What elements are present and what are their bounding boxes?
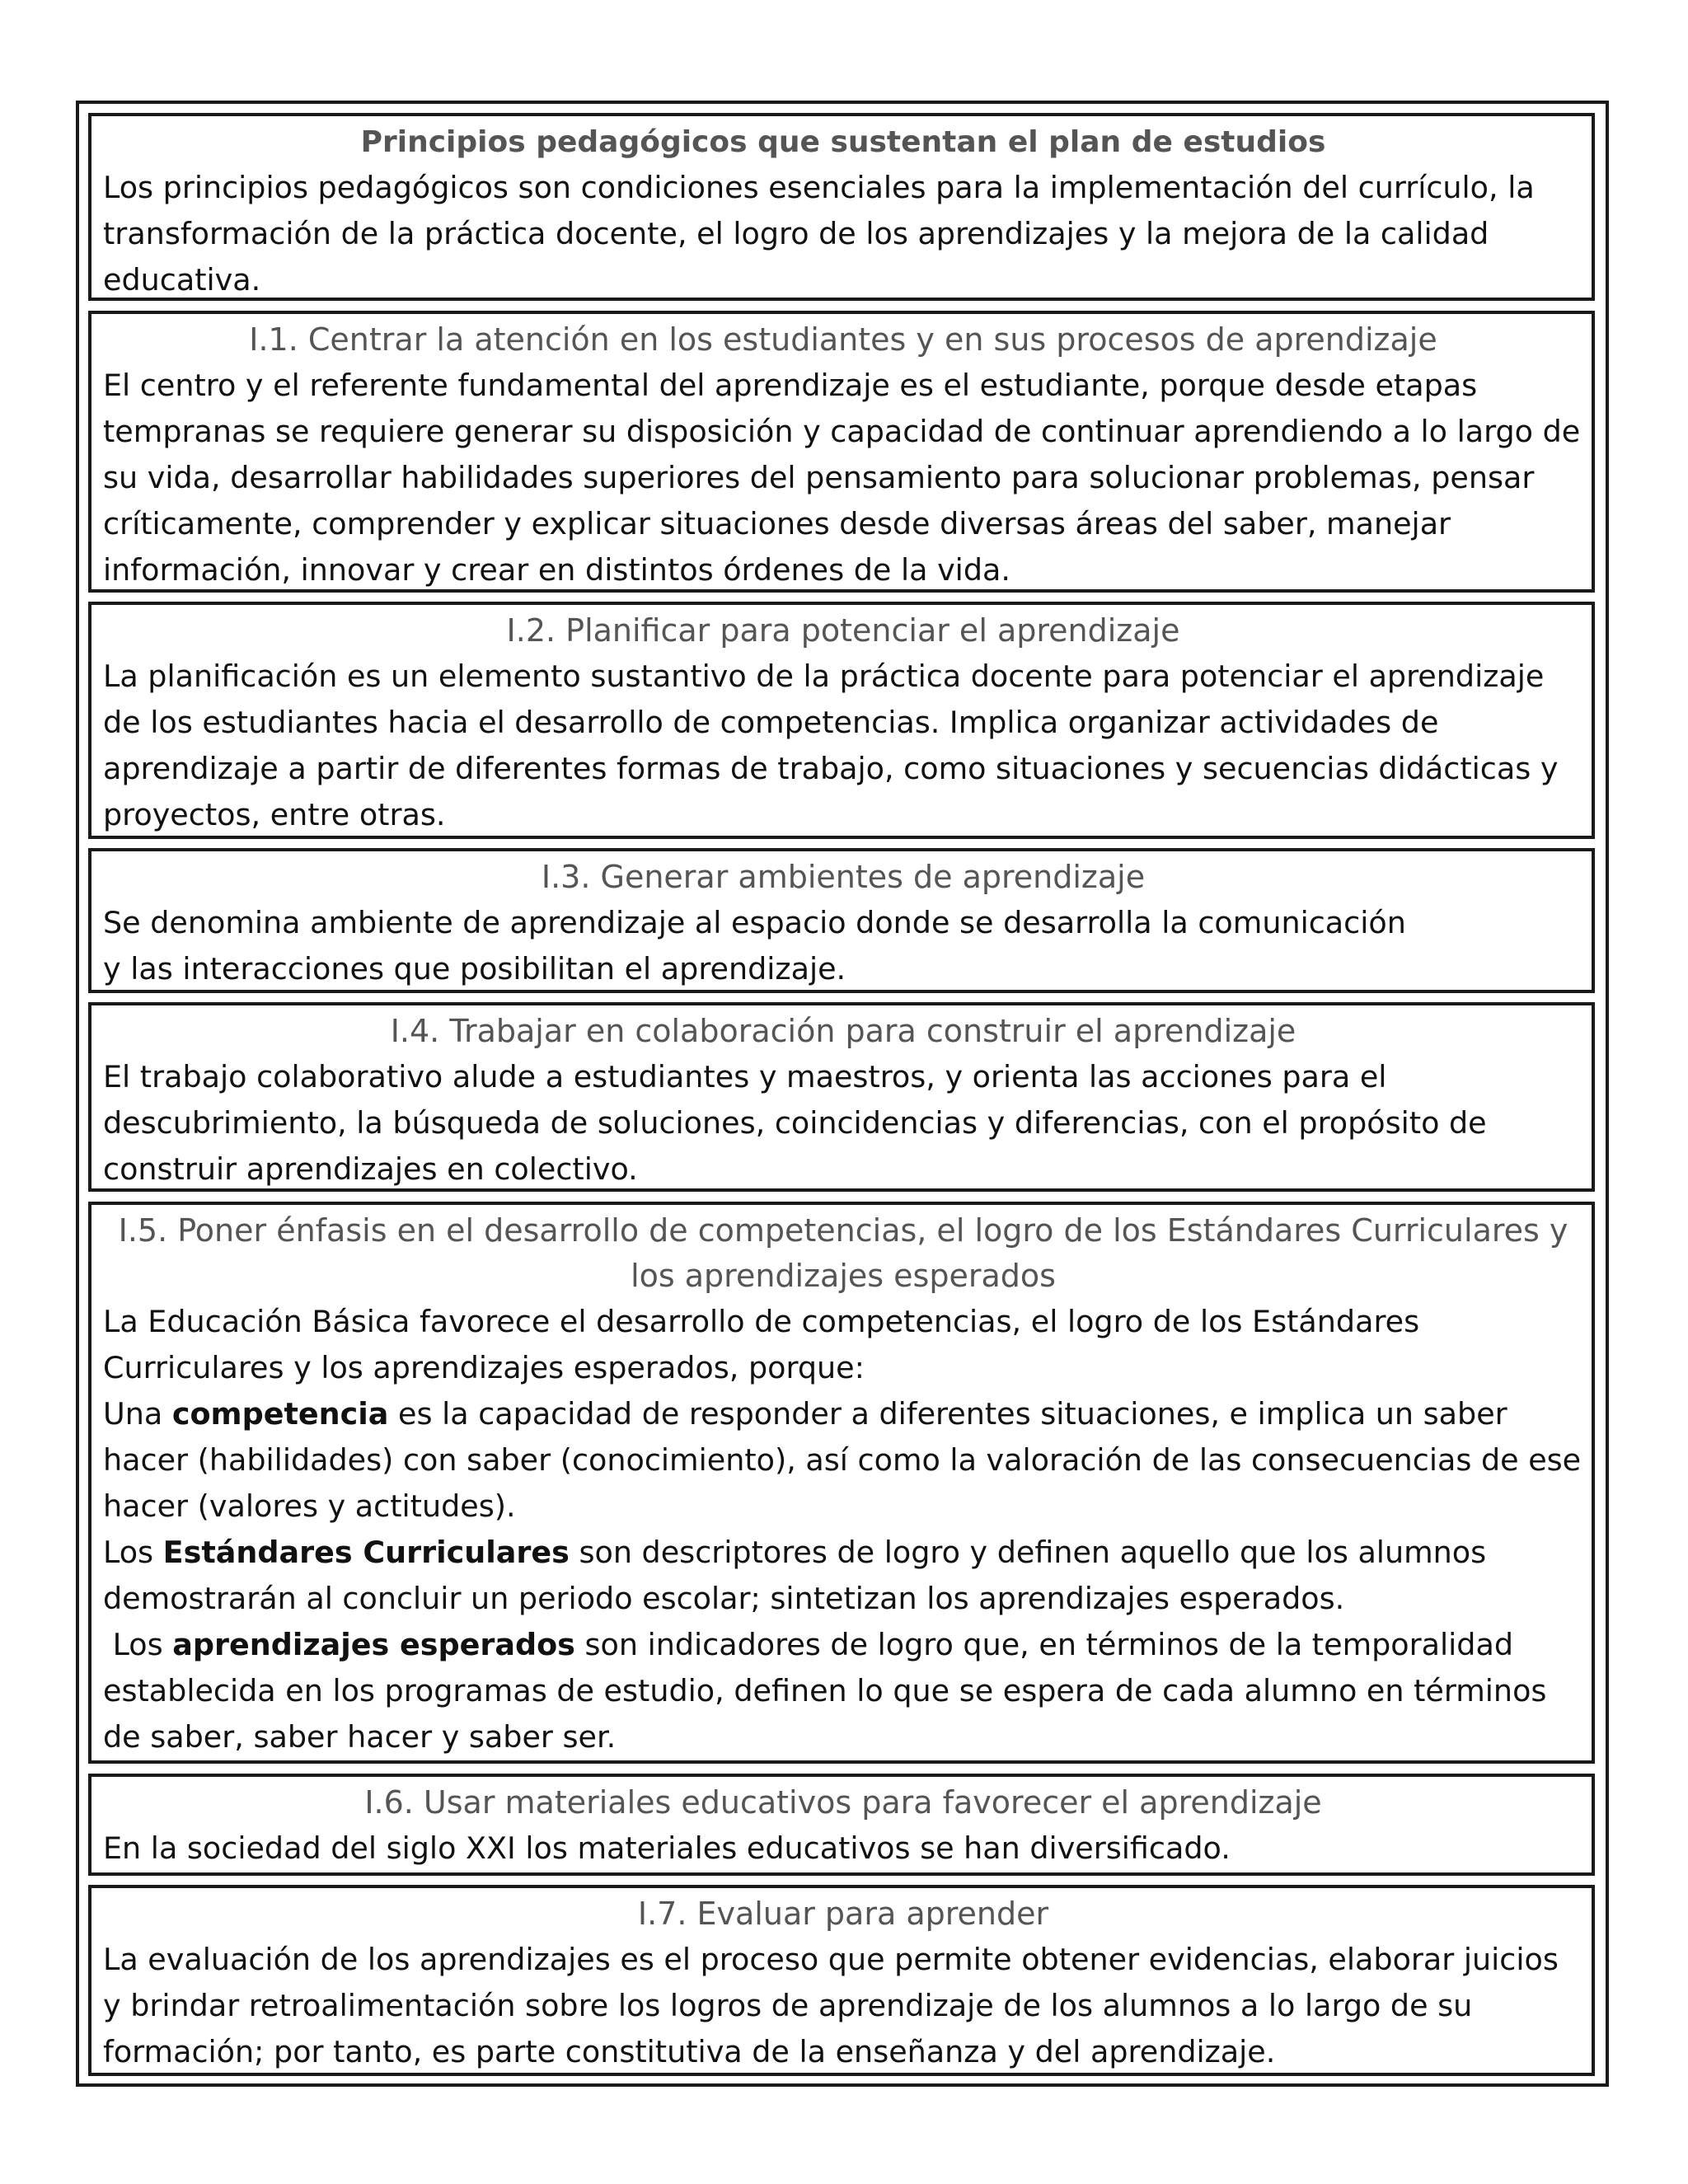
aprendizajes-term: aprendizajes esperados (172, 1627, 575, 1662)
intro-text: Los principios pedagógicos son condiciones esenciales para la implementación del currículo, la transformación de la práctica docente, el logro de los aprendizajes y la mejora de la calidad educativa. (103, 170, 1535, 298)
aprendizajes-post: son indicadores de logro que, en términos de la temporalidad establecida en los programas de estudio, definen lo que se espera de cada alumno en términos de saber, saber hacer y saber ser. (103, 1627, 1547, 1755)
principle-3-section (88, 848, 1595, 993)
principle-1-text: El centro y el referente fundamental del aprendizaje es el estudiante, porque desde etapas tempranas se requiere generar su disposición y capacidad de continuar aprendiendo a lo largo de su vida, desarrollar habilidades superiores del pensamiento para solucionar problemas, pensar críticamente, comprender y explicar situaciones desde diversas áreas del saber, manejar información, innovar y crear en distintos órdenes de la vida. (103, 368, 1581, 588)
principle-7-text: La evaluación de los aprendizajes es el proceso que permite obtener evidencias, elaborar juicios y brindar retroalimentación sobre los logros de aprendizaje de los alumnos a lo largo de su formación; por tanto, es parte constitutiva de la enseñanza y del aprendizaje. (103, 1942, 1559, 2069)
aprendizajes-pre: Los (112, 1627, 163, 1662)
principle-5-section (88, 1202, 1595, 1764)
principle-2-section (88, 602, 1595, 839)
document-title: Principios pedagógicos que sustentan el plan de estudios (360, 125, 1326, 159)
principle-6-section (88, 1774, 1595, 1876)
intro-section (88, 113, 1595, 301)
competencia-pre: Una (103, 1396, 163, 1432)
estandares-definition (103, 1530, 1583, 1622)
principle-6-title: I.6. Usar materiales educativos para favorecer el aprendizaje (364, 1784, 1322, 1821)
principle-2-title: I.2. Planificar para potenciar el aprendizaje (506, 612, 1180, 649)
competencia-post: es la capacidad de responder a diferentes situaciones, e implica un saber hacer (habilidades) con saber (conocimiento), así como la valoración de las consecuencias de ese hacer (valores y actitudes). (103, 1396, 1582, 1524)
principle-3-text (103, 900, 1583, 992)
principle-1-section (88, 311, 1595, 593)
principle-5-title: I.5. Poner énfasis en el desarrollo de competencias, el logro de los Estándares Curriculares y los aprendizajes esperados (118, 1212, 1568, 1294)
principle-5-text: La Educación Básica favorece el desarrollo de competencias, el logro de los Estándares Curriculares y los aprendizajes esperados, porque: (103, 1304, 1420, 1385)
competencia-term: competencia (171, 1396, 389, 1432)
principle-4-title: I.4. Trabajar en colaboración para construir el aprendizaje (390, 1013, 1296, 1049)
principle-7-title: I.7. Evaluar para aprender (637, 1896, 1049, 1932)
principle-2-text: La planificación es un elemento sustantivo de la práctica docente para potenciar el aprendizaje de los estudiantes hacia el desarrollo de competencias. Implica organizar actividades de aprendizaje a partir de diferentes formas de trabajo, como situaciones y secuencias didácticas y proyectos, entre otras. (103, 658, 1559, 832)
principle-1-title: I.1. Centrar la atención en los estudiantes y en sus procesos de aprendizaje (249, 321, 1437, 358)
competencia-definition (103, 1391, 1583, 1530)
estandares-term: Estándares Curriculares (162, 1535, 570, 1570)
principle-4-section (88, 1002, 1595, 1192)
principle-3-title: I.3. Generar ambientes de aprendizaje (541, 859, 1146, 895)
principle-4-text: El trabajo colaborativo alude a estudiantes y maestros, y orienta las acciones para el descubrimiento, la búsqueda de soluciones, coincidencias y diferencias, con el propósito de construir aprendizajes en colectivo. (103, 1059, 1487, 1187)
principle-3-line-2: y las interacciones que posibilitan el aprendizaje. (103, 951, 846, 987)
principle-6-text: En la sociedad del siglo XXI los materiales educativos se han diversificado. (103, 1830, 1231, 1866)
estandares-post: son descriptores de logro y definen aquello que los alumnos demostrarán al concluir un periodo escolar; sintetizan los aprendizajes esperados. (103, 1535, 1487, 1616)
estandares-pre: Los (103, 1535, 154, 1570)
principle-7-section (88, 1885, 1595, 2076)
aprendizajes-definition (103, 1622, 1583, 1760)
principle-3-line-1: Se denomina ambiente de aprendizaje al espacio donde se desarrolla la comunicación (103, 905, 1406, 940)
